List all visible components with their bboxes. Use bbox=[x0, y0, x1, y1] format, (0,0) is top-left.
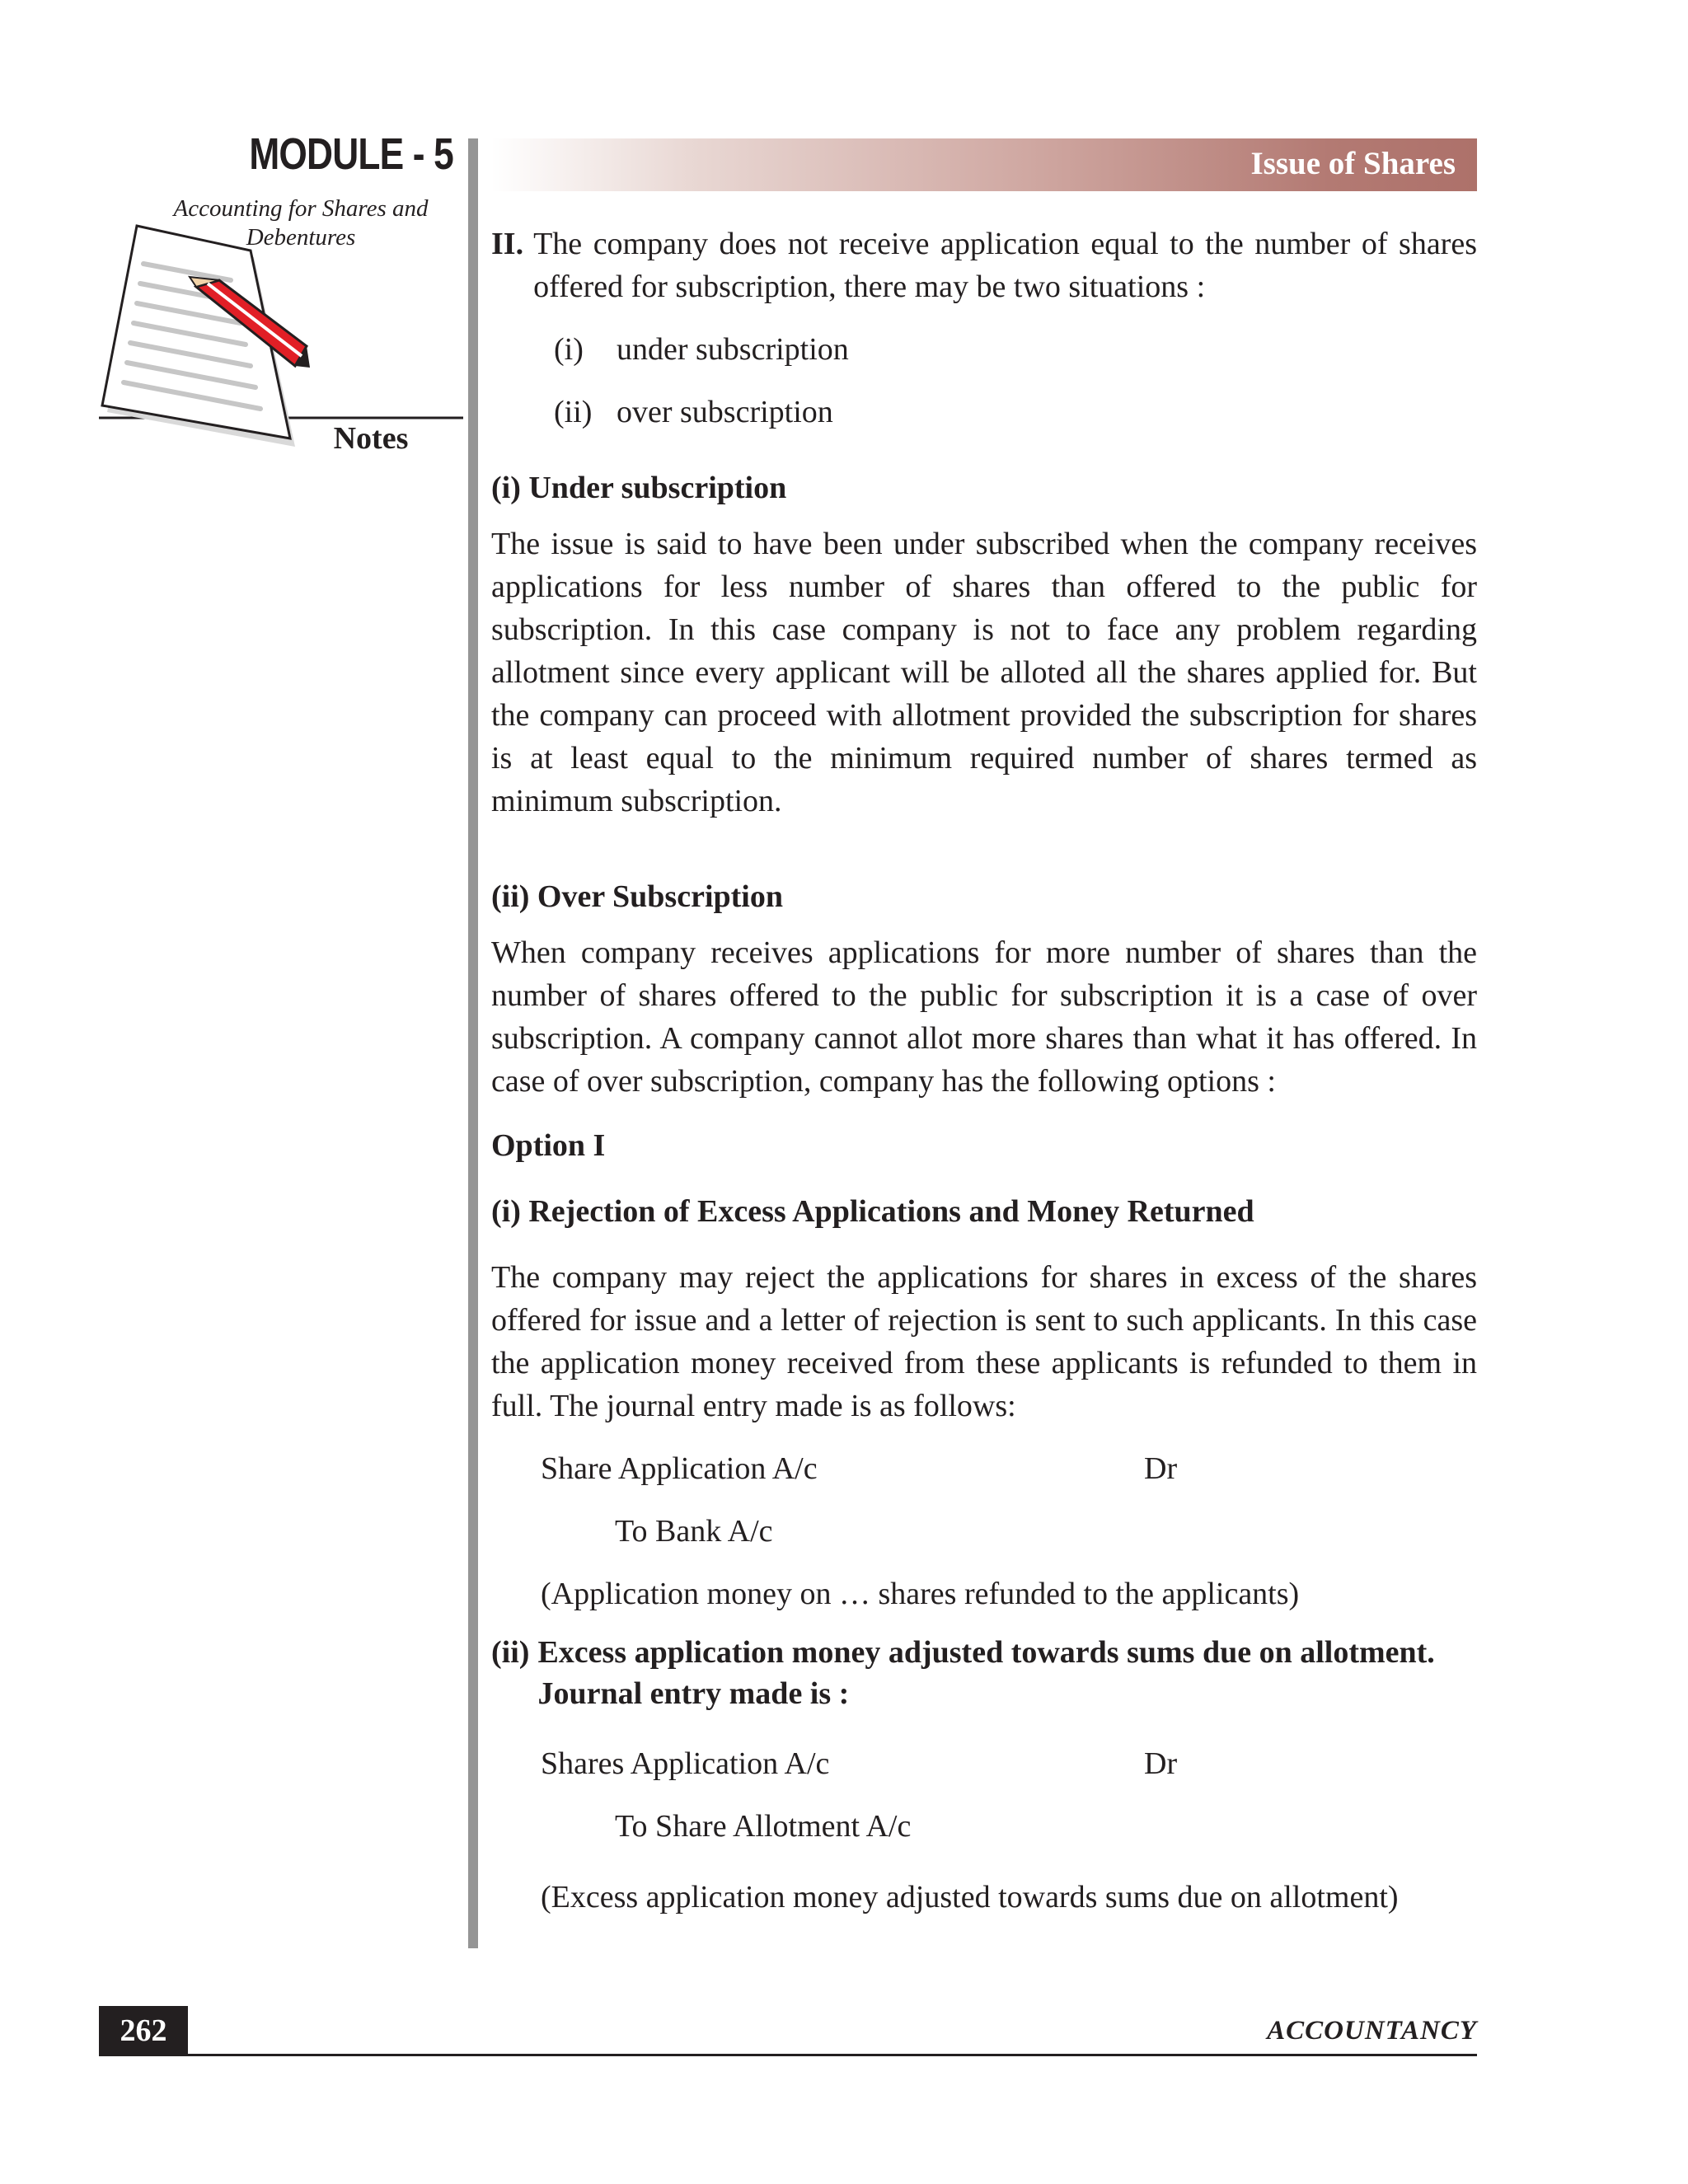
footer-subject: ACCOUNTANCY bbox=[1267, 2016, 1477, 2046]
journal-narration: (Application money on … shares refunded to the applicants) bbox=[541, 1577, 1300, 1611]
journal-entry-debit bbox=[491, 1447, 1477, 1490]
journal-narration: (Excess application money adjusted towards sums due on allotment) bbox=[541, 1880, 1399, 1915]
rejection-heading: (i) Rejection of Excess Applications and Money Returned bbox=[491, 1194, 1254, 1229]
journal-entry-debit bbox=[491, 1742, 1477, 1785]
journal-entry-credit: To Bank A/c bbox=[615, 1514, 773, 1549]
main-content bbox=[491, 223, 1477, 1919]
situation-text: over subscription bbox=[617, 395, 833, 429]
margin-rule bbox=[468, 138, 478, 1948]
situation-text: under subscription bbox=[617, 332, 849, 367]
over-subscription-text: When company receives applications for more number of shares than the number of shares offered to the public for subscription it is a case of over subscription. A company cannot allot more shares than what it has offered. In case of over subscription, company has the following options : bbox=[491, 935, 1477, 1099]
debit-account: Shares Application A/c bbox=[541, 1746, 830, 1781]
intro-text: The company does not receive application equal to the number of shares offered for subscription, there may be two situations : bbox=[533, 227, 1477, 304]
notes-label: Notes bbox=[333, 421, 409, 456]
dr-label: Dr bbox=[1144, 1451, 1178, 1486]
section-header bbox=[491, 138, 1477, 191]
option-heading: Option I bbox=[491, 1128, 606, 1163]
footer-rule bbox=[99, 2054, 1477, 2056]
over-subscription-heading: (ii) Over Subscription bbox=[491, 879, 783, 914]
adjustment-heading bbox=[491, 1632, 1477, 1714]
adjustment-label: (ii) bbox=[491, 1635, 530, 1670]
situation-item bbox=[491, 328, 1477, 371]
module-subtitle-line1: Accounting for Shares and bbox=[173, 195, 429, 222]
module-title: MODULE - 5 bbox=[249, 129, 453, 179]
section-title: Issue of Shares bbox=[1250, 146, 1456, 181]
page-number: 262 bbox=[99, 2006, 188, 2055]
module-subtitle-line2: Debentures bbox=[246, 224, 356, 251]
intro-paragraph bbox=[491, 223, 1477, 308]
adjustment-text: Excess application money adjusted towards sums due on allotment. Journal entry made is : bbox=[537, 1635, 1435, 1711]
intro-label: II. bbox=[491, 227, 524, 261]
debit-account: Share Application A/c bbox=[541, 1451, 818, 1486]
rejection-text: The company may reject the applications for shares in excess of the shares offered for issue and a letter of rejection is sent to such applicants. In this case the application money received from these applicants is refunded to them in full. The journal entry made is as follows: bbox=[491, 1260, 1477, 1423]
dr-label: Dr bbox=[1144, 1746, 1178, 1781]
situation-number: (ii) bbox=[554, 395, 593, 429]
under-subscription-heading: (i) Under subscription bbox=[491, 471, 787, 505]
situation-number: (i) bbox=[554, 332, 584, 367]
journal-entry-credit: To Share Allotment A/c bbox=[615, 1809, 912, 1844]
situation-item bbox=[491, 391, 1477, 434]
under-subscription-text: The issue is said to have been under subscribed when the company receives applications for less number of shares than offered to the public for subscription. In this case company is not to face any problem regarding allotment since every applicant will be alloted all the shares applied for. But the company can proceed with allotment provided the subscription for shares is at least equal to the minimum required number of shares termed as minimum subscription. bbox=[491, 527, 1477, 818]
